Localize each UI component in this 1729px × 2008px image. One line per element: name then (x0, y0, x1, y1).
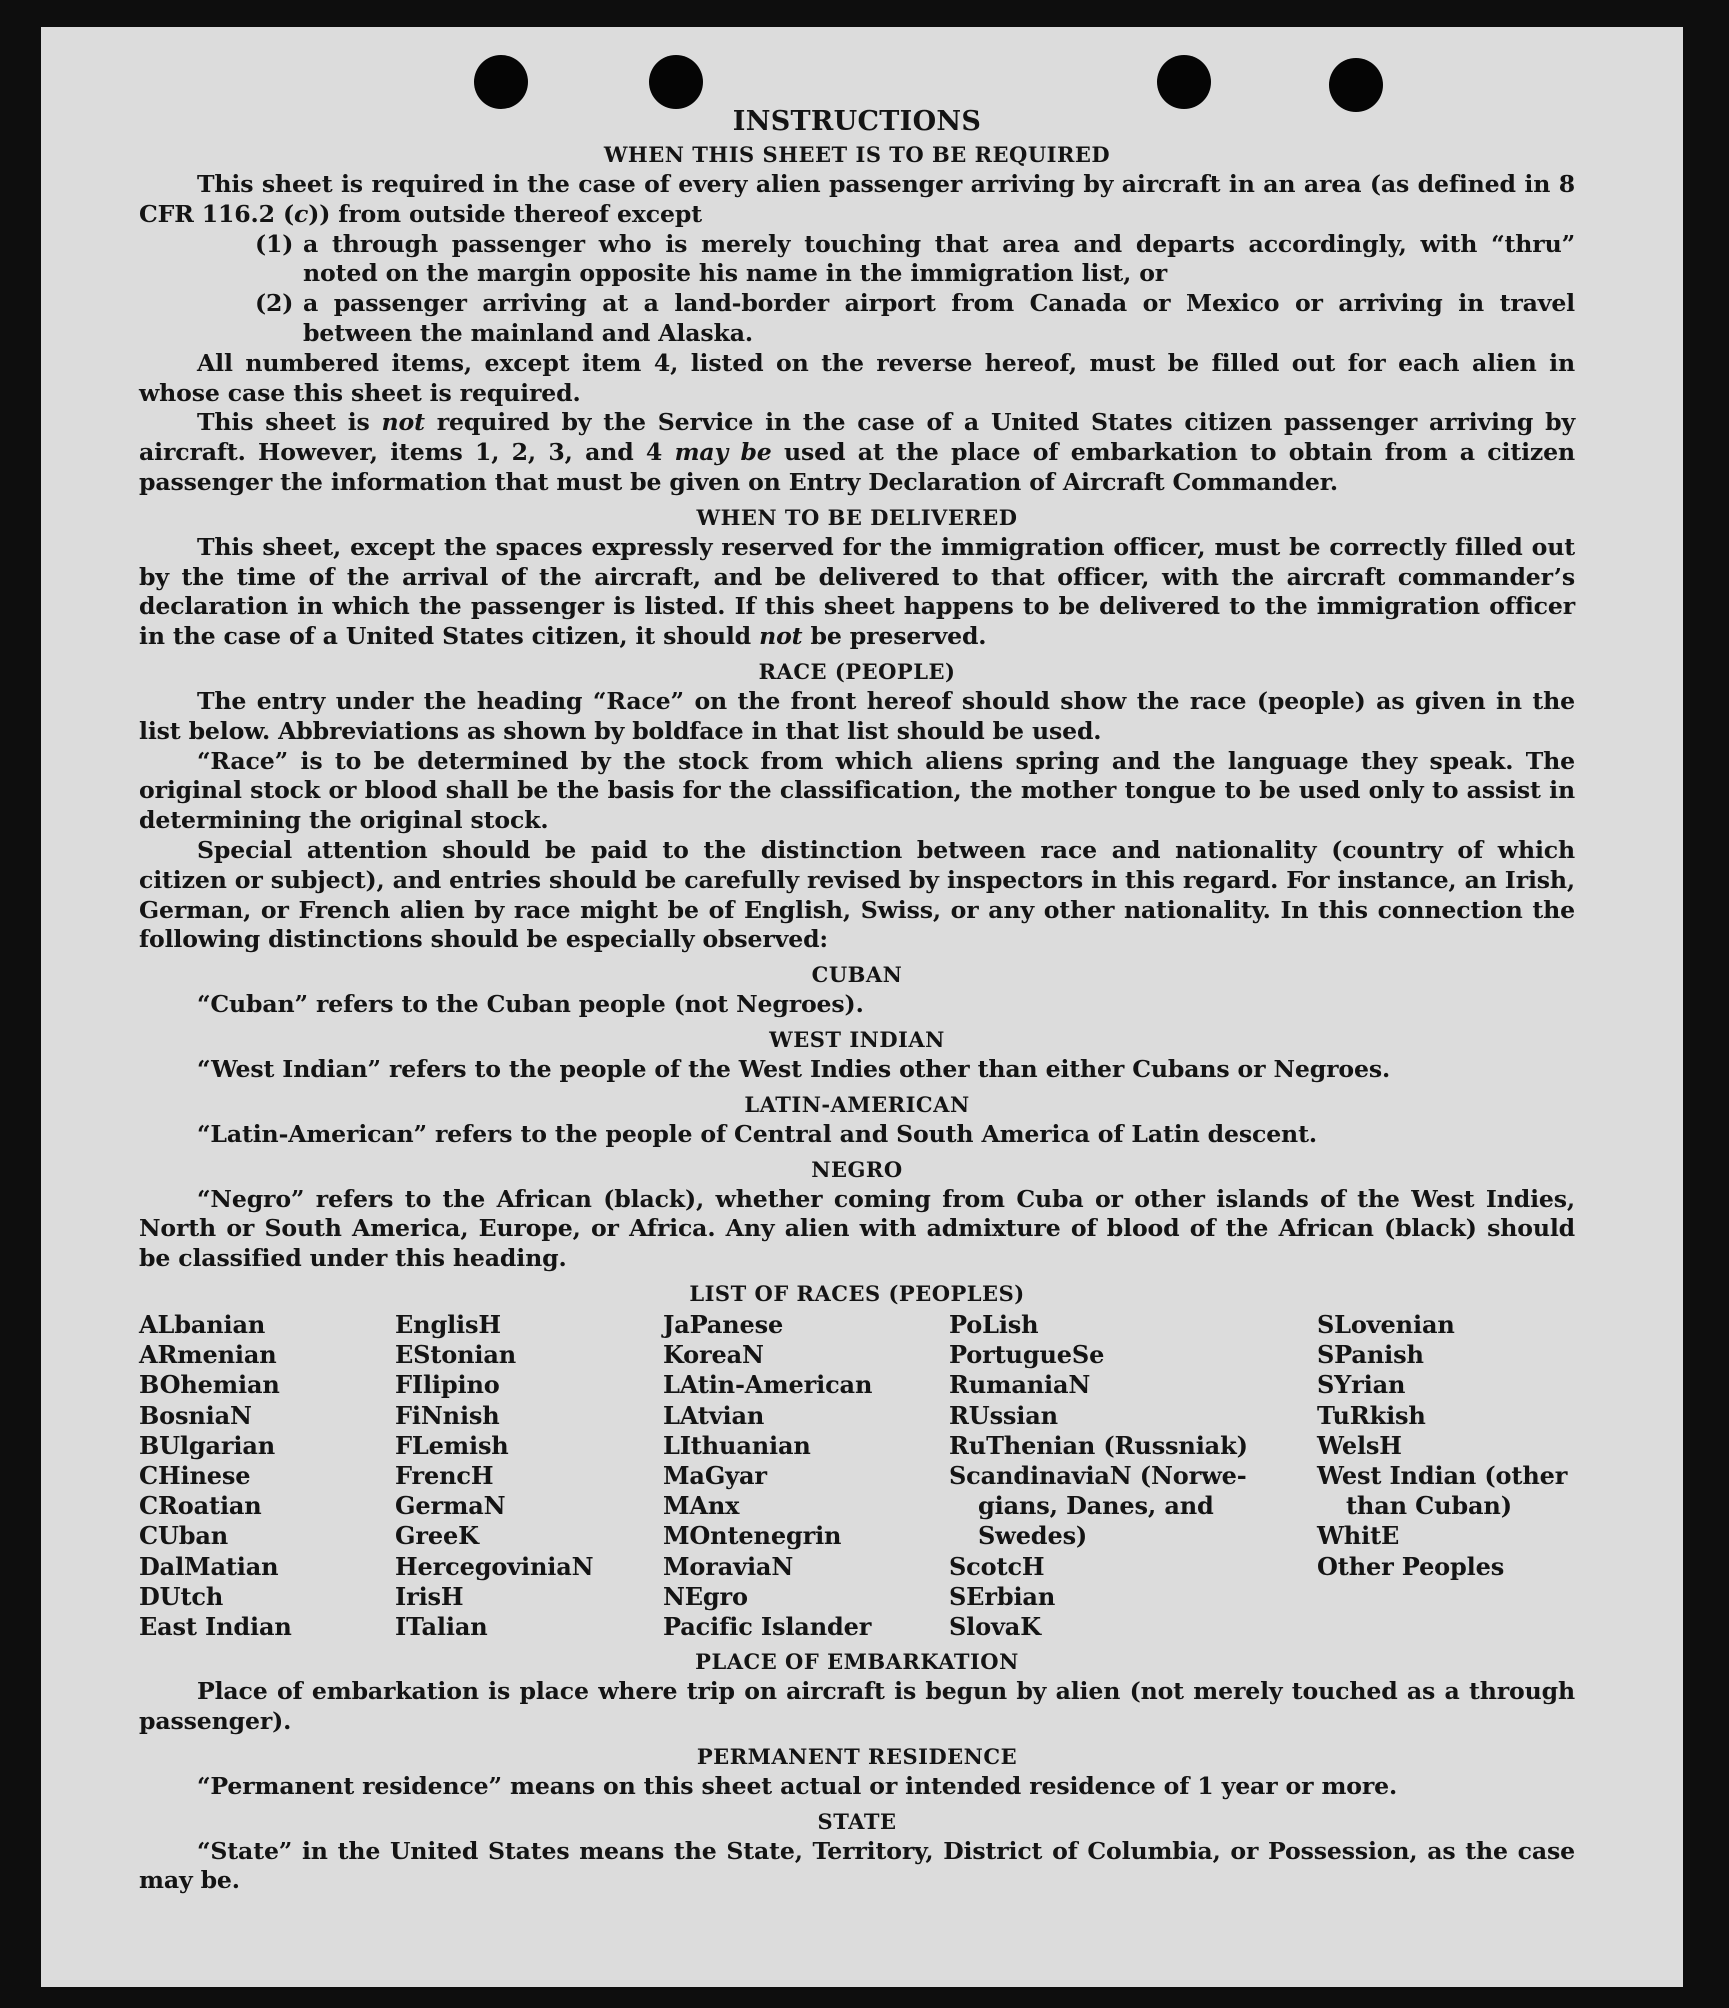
race-item: Pacific Islander (663, 1611, 872, 1641)
race-item: EStonian (395, 1340, 517, 1370)
punch-hole (474, 55, 528, 109)
paragraph: Special attention should be paid to the distinction between race and nationality (country of which citizen or subject), and entries should be carefully revised by inspectors in this regard. For instance, an Irish, German, or French alien by race might be of English, Swiss, or any other nationality. In this connection the following distinctions should be especially observed: (139, 835, 1575, 954)
race-item: BUlgarian (139, 1430, 276, 1460)
race-item: WelsH (1317, 1430, 1402, 1460)
section-heading-residence: PERMANENT RESIDENCE (696, 1743, 1018, 1769)
races-column (663, 1310, 949, 1642)
race-item: KoreaN (663, 1340, 764, 1370)
paragraph: “Permanent residence” means on this sheet actual or intended residence of 1 year or more. (197, 1771, 1398, 1800)
race-item: ScandinaviaN (Norwe- (949, 1460, 1247, 1490)
section-heading-negro: NEGRO (811, 1156, 903, 1182)
paragraph: The entry under the heading “Race” on the front hereof should show the race (people) as given in the list below. Abbreviations as shown by boldface in that list should be used. (139, 686, 1575, 745)
race-item: WhitE (1317, 1521, 1400, 1551)
race-item: FIlipino (395, 1370, 500, 1400)
paragraph: Place of embarkation is place where trip on aircraft is begun by alien (not merely touched as a through passenger). (139, 1677, 1575, 1735)
list-item: (1) a through passenger who is merely touching that area and departs accordingly, with “thru” noted on the margin opposite his name in the immigration list, or (255, 229, 1575, 288)
race-item: CHinese (139, 1460, 251, 1490)
punch-hole (1329, 58, 1383, 112)
race-item: IrisH (395, 1581, 464, 1611)
section-heading-list-of-races: LIST OF RACES (PEOPLES) (689, 1280, 1025, 1306)
page-title: INSTRUCTIONS (732, 106, 982, 137)
race-item: PortugueSe (949, 1340, 1105, 1370)
race-item: EnglisH (395, 1309, 501, 1339)
section-heading-latin-american: LATIN-AMERICAN (744, 1091, 970, 1117)
instructions-content (139, 105, 1575, 1896)
section-heading-race: RACE (PEOPLE) (758, 658, 956, 684)
paragraph: “State” in the United States means the State, Territory, District of Columbia, or Possession, as the case may be. (139, 1836, 1575, 1895)
section-heading-cuban: CUBAN (811, 962, 903, 988)
race-item: MaGyar (663, 1460, 767, 1490)
race-item: CUban (139, 1521, 229, 1551)
race-item: GermaN (395, 1491, 506, 1521)
race-item: BOhemian (139, 1370, 280, 1400)
race-item: NEgro (663, 1581, 748, 1611)
race-item: MAnx (663, 1491, 740, 1521)
race-item: LAtin-American (663, 1370, 873, 1400)
document-page (41, 27, 1683, 1987)
race-item: gians, Danes, and (978, 1491, 1214, 1521)
race-item: RuThenian (Russniak) (949, 1430, 1248, 1460)
races-column (395, 1310, 663, 1642)
race-item: LAtvian (663, 1400, 765, 1430)
race-item: MoraviaN (663, 1551, 794, 1581)
races-column (1317, 1310, 1575, 1642)
race-item: RUssian (949, 1400, 1058, 1430)
race-item: ITalian (395, 1611, 488, 1641)
race-item: SlovaK (949, 1611, 1041, 1641)
race-item: TuRkish (1317, 1400, 1426, 1430)
race-item: CRoatian (139, 1491, 262, 1521)
race-item: RumaniaN (949, 1370, 1091, 1400)
race-item: LIthuanian (663, 1430, 811, 1460)
race-item: SErbian (949, 1581, 1056, 1611)
race-item: BosniaN (139, 1400, 252, 1430)
race-item: than Cuban) (1346, 1491, 1512, 1521)
race-item: ARmenian (139, 1340, 277, 1370)
paragraph: This sheet, except the spaces expressly reserved for the immigration officer, must be correctly filled out by the time of the arrival of the aircraft, and be delivered to that officer, with the aircraft commander’s declaration in which the passenger is listed. If this sheet happens to be delivered to the immigration officer in the case of a United States citizen, it should not be preserved. (139, 532, 1575, 651)
race-item: FiNnish (395, 1400, 500, 1430)
race-item: GreeK (395, 1521, 479, 1551)
race-item: JaPanese (663, 1309, 784, 1339)
race-item: East Indian (139, 1611, 292, 1641)
paragraph: This sheet is not required by the Service in the case of a United States citizen passenger arriving by aircraft. However, items 1, 2, 3, and 4 may be used at the place of embarkation to obtain from a citizen passenger the information that must be given on Entry Declaration of Aircraft Commander. (139, 408, 1575, 496)
punch-hole (649, 55, 703, 109)
race-item: Other Peoples (1317, 1551, 1505, 1581)
paragraph: “Race” is to be determined by the stock from which aliens spring and the language they speak. The original stock or blood shall be the basis for the classification, the mother tongue to be used only to assist in determining the original stock. (139, 746, 1575, 835)
race-item: MOntenegrin (663, 1521, 842, 1551)
races-column (139, 1310, 395, 1642)
race-item: Swedes) (978, 1521, 1088, 1551)
paragraph: “Latin-American” refers to the people of Central and South America of Latin descent. (197, 1119, 1317, 1148)
punch-hole (1157, 55, 1211, 109)
race-item: SPanish (1317, 1340, 1424, 1370)
paragraph: “West Indian” refers to the people of the West Indies other than either Cubans or Negroes. (197, 1054, 1391, 1083)
section-heading-west-indian: WEST INDIAN (769, 1026, 945, 1052)
races-column (949, 1310, 1317, 1642)
race-item: PoLish (949, 1309, 1039, 1339)
paragraph: This sheet is required in the case of every alien passenger arriving by aircraft in an area (as defined in 8 CFR 116.2 (c)) from outside thereof except (139, 170, 1575, 228)
race-item: West Indian (other (1317, 1460, 1568, 1490)
paragraph: “Negro” refers to the African (black), whether coming from Cuba or other islands of the West Indies, North or South America, Europe, or Africa. Any alien with admixture of blood of the African (black) should be classified under this heading. (139, 1184, 1575, 1273)
race-item: ScotcH (949, 1551, 1045, 1581)
paragraph: “Cuban” refers to the Cuban people (not Negroes). (197, 990, 864, 1019)
race-item: HercegoviniaN (395, 1551, 594, 1581)
race-item: FrencH (395, 1460, 494, 1490)
paragraph: All numbered items, except item 4, listed on the reverse hereof, must be filled out for each alien in whose case this sheet is required. (139, 348, 1575, 407)
race-item: FLemish (395, 1430, 509, 1460)
section-heading-delivered: WHEN TO BE DELIVERED (696, 504, 1018, 530)
race-item: DUtch (139, 1581, 224, 1611)
section-heading-state: STATE (817, 1808, 897, 1834)
race-item: SLovenian (1317, 1309, 1455, 1339)
race-item: ALbanian (139, 1309, 266, 1339)
section-heading-embarkation: PLACE OF EMBARKATION (695, 1649, 1019, 1675)
section-heading-required: WHEN THIS SHEET IS TO BE REQUIRED (603, 142, 1111, 167)
races-list (139, 1310, 1575, 1642)
race-item: SYrian (1317, 1370, 1406, 1400)
list-item: (2) a passenger arriving at a land-border airport from Canada or Mexico or arriving in travel between the mainland and Alaska. (255, 289, 1575, 347)
race-item: DalMatian (139, 1551, 279, 1581)
